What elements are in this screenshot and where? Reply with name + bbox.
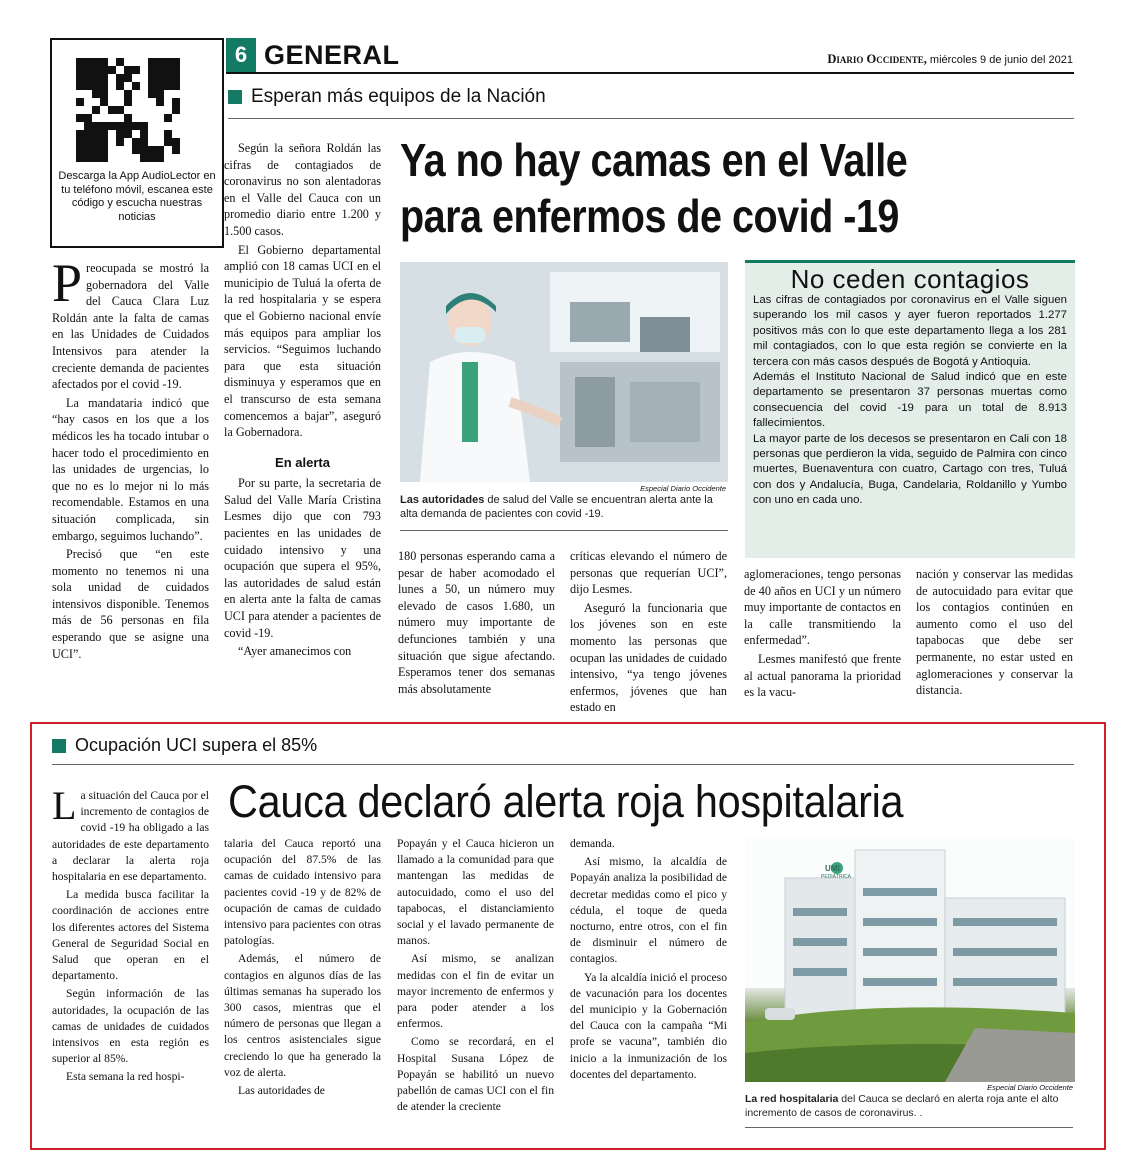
paragraph: Ya la alcaldía inició el proceso de vacunación para los docentes del municipio y la Gobernación del Cauca con la campaña “Mi profe se vacuna”, también dio inicio a la inmunización de los docentes del departamento. — [570, 970, 727, 1081]
qr-code-box[interactable] — [50, 38, 224, 248]
article1-column-3 — [398, 548, 555, 720]
qr-instructions: Descarga la App AudioLector en tu teléfono móvil, escanea este código y escucha nuestras noticias — [58, 170, 216, 223]
paragraph: “Ayer amanecimos con — [238, 644, 352, 659]
article1-column-5 — [744, 566, 901, 720]
sidebar-no-ceden-contagios — [745, 260, 1075, 558]
paragraph: Precisó que “en este momento no tenemos ni una sola unidad de cuidados intensivos disponible. Tenemos más de 56 personas en fila esperando que se asigne una UCI”. — [52, 547, 209, 661]
photo1-credit: Especial Diario Occidente — [640, 484, 726, 493]
paragraph: El Gobierno departamental amplió con 18 camas UCI en el municipio de Tuluá la oferta de la red hospitalaria y se espera que el Gobierno nacional envíe más equipos para ampliar los servicios. “Seguimos luchando para que esta situación disminuya y esperamos que en el transcurso de esta semana comencemos a bajar”, aseguró la Gobernadora. — [224, 242, 381, 440]
photo2-sign-sub: PEDIÁTRICA — [821, 874, 852, 880]
paragraph: Según información de las autoridades, la ocupación de las camas de unidades de cuidados intensivos en esta región es superior al 85%. — [52, 987, 209, 1066]
article1-column-2 — [224, 140, 381, 720]
paragraph: Esta semana la red hospi- — [66, 1070, 185, 1084]
paragraph: Por su parte, la secretaria de Salud del Valle María Cristina Lesmes dijo que con 793 pacientes en las unidades de cuidado intensivo y una ocupación que supera el 95%, las autoridades de salud están en alerta ante la falta de camas UCI para atender a pacientes de covid -19. — [224, 476, 381, 640]
article2-column-2 — [224, 836, 381, 1128]
article1-headline — [400, 132, 985, 244]
kicker-text: Ocupación UCI supera el 85% — [75, 735, 318, 755]
article2-column-1 — [52, 788, 209, 1128]
paragraph: Popayán y el Cauca hicieron un llamado a la comunidad para que mantengan las medidas de autocuidado, como el uso del tapabocas, el distanciamiento social y el lavado permanente de manos. — [397, 837, 554, 948]
article2-column-4 — [570, 836, 727, 1128]
icu-photo-illustration — [400, 262, 728, 482]
paragraph: Además, el número de contagios en algunos días de las últimas semanas ha superado los 300 casos, mientras que el número de personas que llegan a los centros asistenciales sigue creciendo lo que ha generado la voz de alerta. — [224, 952, 381, 1079]
kicker-square-icon — [228, 90, 242, 104]
paragraph: Preocupada se mostró la gobernadora del Valle del Cauca Clara Luz Roldán ante la falta de camas en las Unidades de Cuidados Intensivos para atender la creciente demanda de pacientes afectados por el covid -19. — [52, 260, 209, 392]
article2-kicker — [52, 735, 317, 756]
qr-code-icon[interactable] — [76, 58, 180, 162]
photo2-caption: La red hospitalaria del Cauca se declaró en alerta roja ante el alto incremento de casos de coronavirus. . — [745, 1093, 1059, 1119]
article1-column-1 — [52, 260, 209, 720]
article1-kicker — [228, 86, 546, 108]
headline-line-1: Ya no hay camas en el Valle — [400, 134, 908, 186]
paragraph: Lesmes manifestó que frente al actual panorama la prioridad es la vacu- — [744, 651, 901, 700]
paragraph: talaria del Cauca reportó una ocupación del 87.5% de las camas de cuidado intensivo para pacientes covid -19 y de 82% de ocupación de camas de cuidado intensivo para pacientes con otras patologías. — [224, 837, 381, 948]
kicker-rule — [52, 764, 1074, 765]
photo2-credit: Especial Diario Occidente — [987, 1083, 1073, 1092]
subhead-en-alerta: En alerta — [275, 454, 330, 470]
caption-rule — [745, 1127, 1073, 1128]
paragraph: Aseguró la funcionaria que los jóvenes son en este momento las personas que ocupan las unidades de cuidado intensivo, “ya tengo jóvenes enfermos, jóvenes que han estado en — [570, 600, 727, 715]
masthead — [827, 52, 1073, 67]
kicker-square-icon — [52, 739, 66, 753]
paragraph: demanda. — [570, 837, 615, 850]
building-photo-illustration — [745, 838, 1075, 1082]
paragraph: críticas elevando el número de personas que requerían UCI”, dijo Lesmes. — [570, 549, 727, 597]
article1-column-4 — [570, 548, 727, 720]
paragraph: Como se recordará, en el Hospital Susana López de Popayán se habilitó un nuevo pabellón de camas UCI con el fin de atender la creciente — [397, 1035, 554, 1114]
article1-column-6 — [916, 566, 1073, 720]
dropcap: L — [52, 788, 77, 828]
photo2-sign: UMI — [825, 864, 840, 873]
paragraph: Según la señora Roldán las cifras de contagiados de coronavirus no son alentadoras en el Valle del Cauca con un promedio diario entre 1.200 y 1.500 casos. — [224, 141, 381, 238]
sidebar-paragraph: Además el Instituto Nacional de Salud indicó que en este departamento se presentaron 37 personas muertas como consecuencia del covid -19 para un total de 8.913 fallecimientos. — [753, 371, 1067, 430]
caption-rule — [400, 530, 728, 531]
sidebar-title: No ceden contagios — [790, 264, 1030, 294]
sidebar-paragraph: La mayor parte de los decesos se presentaron en Cali con 18 personas que perdieron la vida, seguido de Palmira con cinco muertes, Buenaventura con cuatro, Cartago con tres, Tuluá con dos y Andalucía, Buga, Candelaria, Roldanillo y Yumbo con uno en cada uno. — [753, 432, 1067, 507]
paper-name: Diario Occidente, — [827, 52, 927, 66]
header-rule — [226, 72, 1074, 74]
hospital-icu-photo — [400, 262, 728, 482]
kicker-text: Esperan más equipos de la Nación — [251, 86, 546, 107]
article2-headline: Cauca declaró alerta roja hospitalaria — [228, 776, 904, 827]
sidebar-paragraph: Las cifras de contagiados por coronavirus en el Valle siguen superando los mil casos y ayer fueron reportados 1.277 positivos más con lo que este departamento llega a los 281 mil contagiados, con lo que esta región se convierte en la tercera con más casos después de Bogotá y Antioquia. — [753, 294, 1067, 368]
hospital-building-photo — [745, 838, 1075, 1082]
paragraph: 180 personas esperando cama a pesar de haber acomodado el lunes a 50, un número muy elevado de casos 1.680, un número muy importante de defunciones también y una situación que sigue afectando. Esperamos tener dos semanas más absolutamente — [398, 549, 555, 696]
paragraph: La situación del Cauca por el incremento de contagios de covid -19 ha obligado a las autoridades de este departamento a declarar la alerta roja hospitalaria en ese departamento. — [52, 788, 209, 884]
issue-date: miércoles 9 de junio del 2021 — [929, 54, 1073, 66]
paragraph: La medida busca facilitar la coordinación de acciones entre los diferentes actores del Sistema General de Seguridad Social en Salud que operan en el departamento. — [52, 888, 209, 983]
headline-line-2: para enfermos de covid -19 — [400, 190, 899, 242]
dropcap: P — [52, 260, 83, 313]
paragraph: Las autoridades de — [238, 1084, 325, 1098]
article2-column-3 — [397, 836, 554, 1128]
paragraph: aglomeraciones, tengo personas de 40 años en UCI y un número muy importante de contactos en la calle transmitiendo la enfermedad”. — [744, 567, 901, 648]
section-title: GENERAL — [264, 40, 400, 70]
paragraph: La mandataria indicó que “hay casos en los que a los médicos les ha tocado intubar o hacer todo el procedimiento en las unidades de urgencias, lo que no es lo mejor ni lo más recomendable. Estamos en una situación complicada, sin embargo, seguimos luchando”. — [52, 395, 209, 543]
paragraph: Así mismo, la alcaldía de Popayán analiza la posibilidad de decretar medidas como el pico y cédula, el toque de queda nocturno, entre otros, con el fin de disminuir el número de contagios. — [570, 855, 727, 966]
kicker-rule — [228, 118, 1074, 119]
paragraph: nación y conservar las medidas de autocuidado para evitar que los contagios continúen en aumento como el uso del tapabocas que debe ser permanente, no estar usted en aglomeraciones y conservar la distancia. — [916, 567, 1073, 698]
photo1-caption: Las autoridades de salud del Valle se encuentran alerta ante la alta demanda de pacientes con covid -19. — [400, 494, 713, 520]
paragraph: Así mismo, se analizan medidas con el fin de evitar un mayor incremento de enfermos y para poder atender a los enfermos. — [397, 952, 554, 1031]
page-number: 6 — [226, 38, 256, 72]
